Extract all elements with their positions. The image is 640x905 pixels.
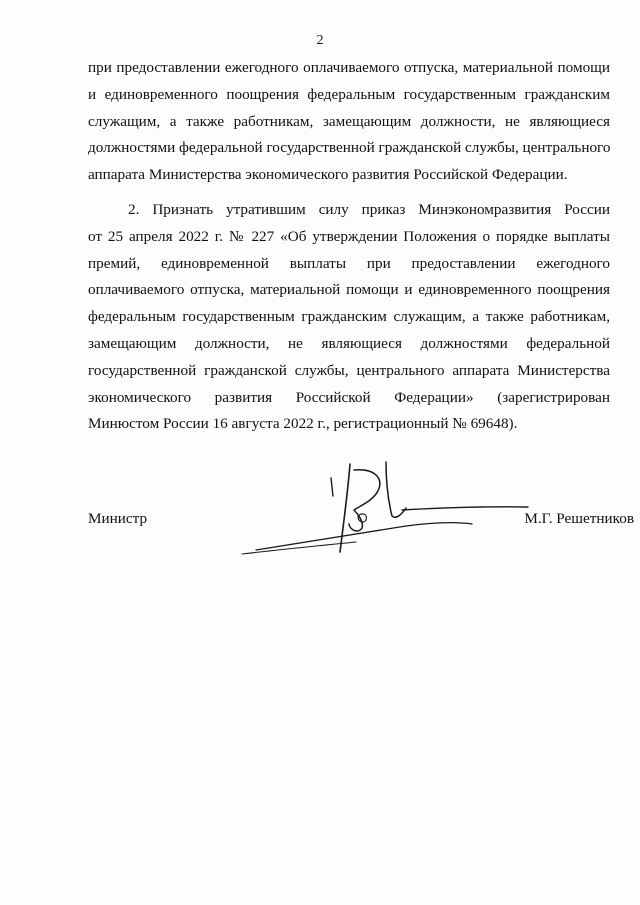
text-line: федеральным государственным гражданским служащим, а также работникам,	[88, 308, 610, 326]
text-line: и единовременного поощрения федеральным государственным гражданским	[88, 85, 610, 103]
signature-block	[88, 498, 634, 558]
paragraph-item-2	[88, 197, 610, 438]
text-line: премий, единовременной выплаты при предоставлении ежегодного	[88, 254, 610, 272]
text-line: служащим, а также работникам, замещающим должности, не являющиеся	[88, 112, 610, 130]
text-line: должностями федеральной государственной гражданской службы, центрального	[88, 139, 611, 157]
text-line: от 25 апреля 2022 г. № 227 «Об утверждении Положения о порядке выплаты	[88, 227, 610, 245]
text-line: Минюстом России 16 августа 2022 г., регистрационный № 69648).	[88, 415, 518, 433]
text-line: замещающим должности, не являющиеся должностями федеральной	[88, 334, 610, 352]
signatory-name: М.Г. Решетников	[524, 510, 634, 527]
paragraph-continuation	[88, 55, 610, 189]
text-line: при предоставлении ежегодного оплачиваемого отпуска, материальной помощи	[88, 59, 610, 76]
text-line: аппарата Министерства экономического развития Российской Федерации.	[88, 166, 568, 184]
document-body	[88, 55, 610, 438]
handwritten-signature	[236, 450, 536, 560]
page-number: 2	[316, 33, 324, 48]
text-line: оплачиваемого отпуска, материальной помощи и единовременного поощрения	[88, 281, 610, 299]
signatory-position: Министр	[88, 510, 148, 527]
text-line: государственной гражданской службы, центрального аппарата Министерства	[88, 361, 610, 379]
text-line: 2. Признать утратившим силу приказ Минэкономразвития России	[128, 200, 610, 218]
text-line: экономического развития Российской Федерации» (зарегистрирован	[88, 388, 610, 406]
